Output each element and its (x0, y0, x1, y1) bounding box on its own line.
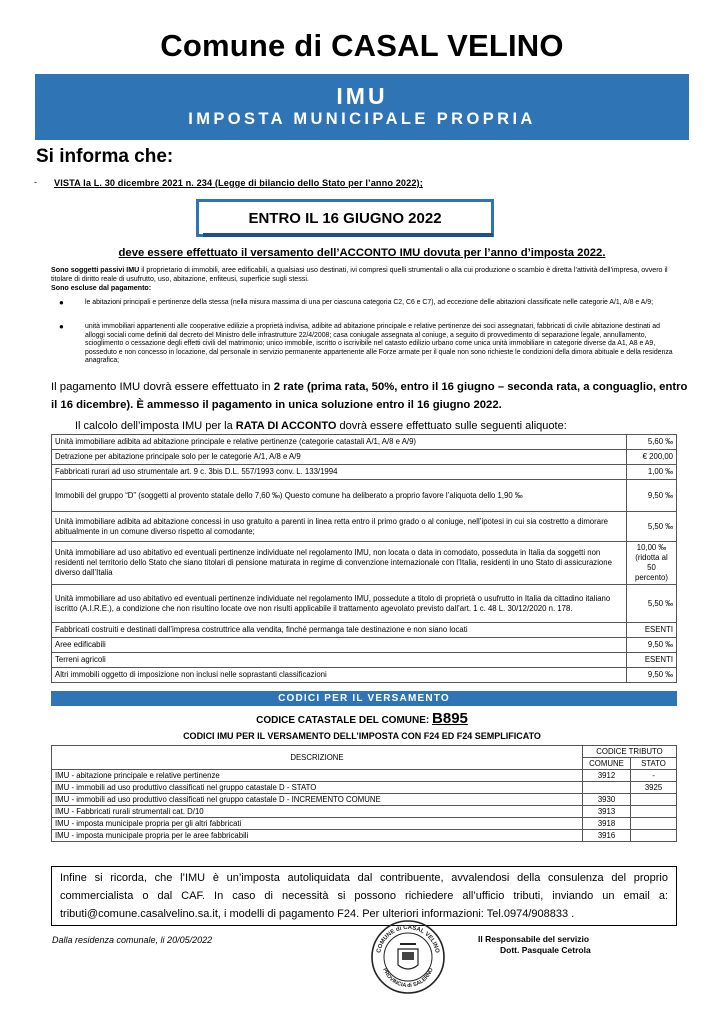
seal-top-text: COMUNE di CASAL VELINO (376, 924, 440, 954)
aliquota-value: 5,50 ‰ (627, 512, 677, 542)
header-comune: COMUNE (583, 758, 631, 770)
header-codice-tributo: CODICE TRIBUTO (583, 746, 677, 758)
table-row (52, 480, 677, 512)
codice-comune: 3918 (583, 818, 631, 830)
table-row (52, 818, 677, 830)
aliquota-value: 10,00 ‰ (ridotta al 50 percento) (627, 542, 677, 585)
calcolo-text: Il calcolo dell’imposta IMU per la (75, 420, 236, 432)
soggetti-paragraph (51, 266, 681, 293)
table-header-row (52, 746, 677, 758)
bullet-item: unità immobiliari appartenenti alle cooperative edilizie a proprietà indivisa, adibite ad abitazione principale e relative pertinenze dei soci assegnatari, fabbricati di civile abitazione destinati ad alloggi sociali come definiti dal decreto del Ministro delle infrastrutture 22/4/2008; casa coniugale assegnata al coniuge, a seguito di provvedimento di separazione legale, annullamento, scioglimento o cessazione degli effetti civili del matrimonio; unico immobile, iscritto o iscrivibile nel catasto edilizio urbano come unica unità immobiliare in categorie diverse da A1, A8 e A9, posseduto e non concesso in locazione, dal personale in servizio permanente appartenente alle Forze armate per il quale non sono richieste le condizioni della dimora abituale e della residenza anagrafica; (85, 323, 673, 365)
calcolo-line (75, 420, 567, 432)
codici-bar: CODICI PER IL VERSAMENTO (51, 691, 677, 706)
pagamento-text: Il pagamento IMU dovrà essere effettuato in (51, 381, 274, 393)
aliquote-table (51, 434, 677, 683)
banner-subtitle: IMPOSTA MUNICIPALE PROPRIA (188, 110, 536, 128)
table-row (52, 542, 677, 585)
aliquota-value: 5,60 ‰ (627, 435, 677, 450)
deadline-box (196, 199, 494, 237)
codice-stato (631, 830, 677, 842)
aliquota-value: ESENTI (627, 653, 677, 668)
codice-comune: 3916 (583, 830, 631, 842)
escluse-label: Sono escluse dal pagamento: (51, 284, 152, 292)
codice-catastale-value: B895 (432, 710, 468, 727)
dalla-residenza: Dalla residenza comunale, li 20/05/2022 (52, 935, 213, 945)
codice-stato: 3925 (631, 782, 677, 794)
aliquota-desc: Aree edificabili (52, 638, 627, 653)
table-row (52, 435, 677, 450)
bullet-icon: ● (59, 322, 64, 331)
svg-text:PROVINCIA di SALERNO (381, 967, 435, 989)
calcolo-bold: RATA DI ACCONTO (235, 420, 337, 432)
responsabile-name: Dott. Pasquale Cetrola (500, 945, 591, 955)
soggetti-text: il proprietario di immobili, aree edificabili, a qualsiasi uso destinati, ivi compresi quelli strumentali o alla cui produzione o scambio è diretta l’attività dell’impresa, ovvero il titolare di diritto reale di usufrutto, uso, abitazione, enfiteusi, superficie sugli stessi. (51, 266, 668, 283)
calcolo-text-end: dovrà essere effettuato sulle seguenti aliquote: (336, 420, 567, 432)
codice-desc: IMU - imposta municipale propria per gli altri fabbricati (52, 818, 583, 830)
table-row (52, 794, 677, 806)
codice-comune: 3913 (583, 806, 631, 818)
aliquota-value: 9,50 ‰ (627, 638, 677, 653)
codice-desc: IMU - Fabbricati rurali strumentali cat. D/10 (52, 806, 583, 818)
vista-line (34, 177, 423, 188)
aliquota-desc: Unità immobiliare adibita ad abitazione principale e relative pertinenze (categorie catastali A/1, A/8 e A/9) (52, 435, 627, 450)
seal-bottom-text: PROVINCIA di SALERNO (381, 967, 435, 990)
aliquota-desc: Immobili del gruppo “D” (soggetti al provento statale dello 7,60 ‰) Questo comune ha deliberato a proprio favore l’aliquota dello 1,90 ‰ (52, 480, 627, 512)
codice-desc: IMU - imposta municipale propria per le aree fabbricabili (52, 830, 583, 842)
responsabile-title: Il Responsabile del servizio (478, 934, 590, 944)
codice-comune: 3930 (583, 794, 631, 806)
codice-comune (583, 782, 631, 794)
codici-imu-heading: CODICI IMU PER IL VERSAMENTO DELL’IMPOSTA CON F24 ED F24 SEMPLIFICATO (183, 731, 541, 741)
soggetti-label: Sono soggetti passivi IMU (51, 266, 140, 274)
codice-catastale (0, 710, 724, 727)
acconto-notice: deve essere effettuato il versamento dell’ACCONTO IMU dovuta per l’anno d’imposta 2022. (118, 247, 606, 259)
aliquota-desc: Unità immobiliare ad uso abitativo ed eventuali pertinenze individuate nel regolamento IMU, non locata o data in comodato, posseduta in Italia da soggetti non residenti nel territorio dello Stato che siano titolari di pensione maturata in regime di convenzione internazionale con l’Italia, residenti in uno Stato di assicurazione diverso dall’Italia (52, 542, 627, 585)
pagamento-paragraph (51, 378, 691, 414)
codice-desc: IMU - immobili ad uso produttivo classificati nel gruppo catastale D - INCREMENTO COMUNE (52, 794, 583, 806)
table-row (52, 806, 677, 818)
codice-desc: IMU - abitazione principale e relative pertinenze (52, 770, 583, 782)
table-row (52, 623, 677, 638)
table-row (52, 668, 677, 683)
responsabile-block (478, 934, 591, 956)
aliquota-value: 9,50 ‰ (627, 668, 677, 683)
table-row (52, 770, 677, 782)
aliquota-value: 1,00 ‰ (627, 465, 677, 480)
deadline-underline (203, 233, 493, 237)
aliquota-desc: Terreni agricoli (52, 653, 627, 668)
vista-dash: - (34, 177, 38, 187)
vista-text: VISTA la L. 30 dicembre 2021 n. 234 (Legge di bilancio dello Stato per l’anno 2022); (54, 178, 423, 188)
bullet-icon: ● (59, 298, 64, 307)
table-row (52, 512, 677, 542)
codice-comune: 3912 (583, 770, 631, 782)
header-stato: STATO (631, 758, 677, 770)
info-box: Infine si ricorda, che l’IMU è un’imposta autoliquidata dal contribuente, avvalendosi della consulenza del proprio commercialista o dal CAF. In caso di necessità si possono richiedere all’ufficio tributi, inviando un email a: tributi@comune.casalvelino.sa.it, i modelli di pagamento F24. Per ulteriori informazioni: Tel.0974/908833 . (51, 866, 677, 926)
deadline-text: ENTRO IL 16 GIUGNO 2022 (248, 210, 442, 227)
aliquota-desc: Fabbricati rurari ad uso strumentale art. 9 c. 3bis D.L. 557/1993 conv. L. 133/1994 (52, 465, 627, 480)
municipal-seal-icon (370, 919, 446, 995)
page-title: Comune di CASAL VELINO (160, 28, 564, 63)
table-row (52, 450, 677, 465)
codice-stato (631, 794, 677, 806)
header-descrizione: DESCRIZIONE (52, 746, 583, 770)
aliquota-desc: Unità immobiliare adibita ad abitazione concessi in uso gratuito a parenti in linea retta entro il primo grado o al coniuge, nell’ipotesi in cui sia costretto a dimorare abitualmente in un comune diverso rispetto al comodante; (52, 512, 627, 542)
aliquota-desc: Fabbricati costruiti e destinati dall’impresa costruttrice alla vendita, finché permanga tale destinazione e non siano locati (52, 623, 627, 638)
aliquota-value: € 200,00 (627, 450, 677, 465)
bullet-item: le abitazioni principali e pertinenze della stessa (nella misura massima di una per ciascuna categoria C2, C6 e C7), ad eccezione delle abitazioni classificate nelle categorie A/1, A/8 e A/9; (85, 299, 654, 306)
codice-stato (631, 818, 677, 830)
imu-banner (35, 74, 689, 140)
codice-catastale-label: CODICE CATASTALE DEL COMUNE: (256, 715, 433, 726)
codice-desc: IMU - immobili ad uso produttivo classificati nel gruppo catastale D - STATO (52, 782, 583, 794)
table-row (52, 465, 677, 480)
aliquota-value: ESENTI (627, 623, 677, 638)
aliquota-value: 5,50 ‰ (627, 585, 677, 623)
aliquota-desc: Altri immobili oggetto di imposizione non inclusi nelle soprastanti classificazioni (52, 668, 627, 683)
table-row (52, 638, 677, 653)
table-row (52, 653, 677, 668)
aliquota-desc: Unità immobiliare ad uso abitativo ed eventuali pertinenze individuate nel regolamento IMU, possedute a titolo di proprietà o usufrutto in Italia da cittadino italiano iscritto (A.I.R.E.), a condizione che non risultino locate ove non risulti applicabile il trattamento agevolato previsto dall’art. 1 c. 48 L. 30/12/2020 n. 178. (52, 585, 627, 623)
table-row (52, 782, 677, 794)
table-row (52, 585, 677, 623)
table-row (52, 830, 677, 842)
aliquota-desc: Detrazione per abitazione principale solo per le categorie A/1, A/8 e A/9 (52, 450, 627, 465)
pagamento-bold: 2 rate (prima rata, 50%, entro il 16 giugno – seconda rata, a conguaglio, entro il 16 dicembre). È ammesso il pagamento in unica soluzione entro il 16 giugno 2022. (51, 381, 688, 411)
banner-imu: IMU (336, 83, 388, 109)
informa-heading: Si informa che: (36, 146, 174, 167)
codice-stato (631, 806, 677, 818)
codici-table (51, 745, 677, 842)
codice-stato: - (631, 770, 677, 782)
aliquota-value: 9,50 ‰ (627, 480, 677, 512)
